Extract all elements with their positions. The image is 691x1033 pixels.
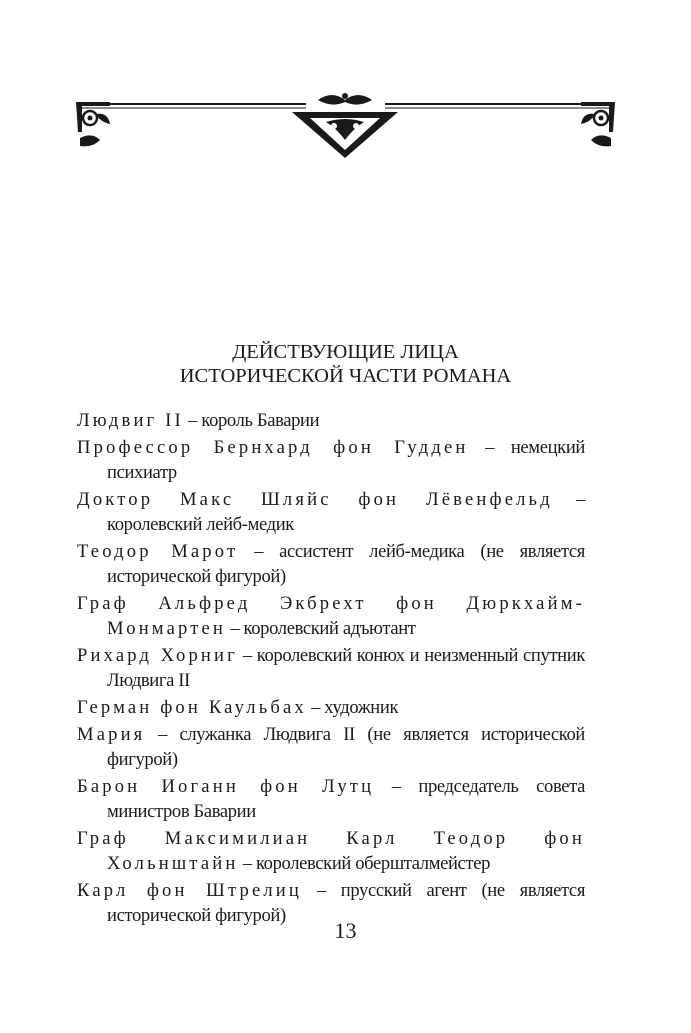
character-description: – королевский лейб-медик xyxy=(107,489,585,535)
section-title xyxy=(0,340,691,388)
character-description: – председатель совета министров Баварии xyxy=(107,776,585,822)
character-description: – королевский конюх и неизменный спутник Людвига II xyxy=(107,645,586,691)
character-name: Теодор Марот xyxy=(77,541,239,562)
character-name: Людвиг II xyxy=(77,410,184,431)
character-entry xyxy=(77,408,585,433)
character-entry xyxy=(77,722,585,772)
character-entry xyxy=(77,487,585,537)
character-name: Профессор Бернхард фон Гудден xyxy=(77,437,469,458)
character-description: – король Баварии xyxy=(183,410,320,431)
title-line-2: ИСТОРИЧЕСКОЙ ЧАСТИ РОМАНА xyxy=(179,365,512,387)
page-number: 13 xyxy=(334,918,357,943)
character-name: Мария xyxy=(77,724,146,745)
character-entry xyxy=(77,539,585,589)
right-corner-flourish xyxy=(581,102,615,146)
left-corner-flourish xyxy=(76,102,110,146)
character-description: – художник xyxy=(306,697,399,718)
character-entry xyxy=(77,591,585,641)
title-line-1: ДЕЙСТВУЮЩИЕ ЛИЦА xyxy=(232,341,459,363)
character-description: – прусский агент (не является исторической фигурой) xyxy=(107,880,585,926)
center-motif xyxy=(292,93,398,158)
character-list xyxy=(77,408,585,930)
character-name: Рихард Хорниг xyxy=(77,645,238,666)
character-name: Карл фон Штрелиц xyxy=(77,880,303,901)
character-description: – королевский адъютант xyxy=(226,618,416,639)
character-entry xyxy=(77,435,585,485)
character-entry xyxy=(77,826,585,876)
character-name: Граф Максимилиан Карл Теодор фон Хольнштайн xyxy=(77,828,585,874)
character-description: – служанка Людвига II (не является исторической фигурой) xyxy=(107,724,585,770)
character-description: – ассистент лейб-медика (не является исторической фигурой) xyxy=(107,541,585,587)
character-name: Граф Альфред Экбрехт фон Дюркхайм-Монмартен xyxy=(77,593,585,639)
character-name: Доктор Макс Шляйс фон Лёвенфельд xyxy=(77,489,553,510)
character-description: – королевский обершталмейстер xyxy=(238,853,490,874)
character-entry xyxy=(77,774,585,824)
character-entry xyxy=(77,643,585,693)
character-name: Барон Иоганн фон Лутц xyxy=(77,776,375,797)
character-entry xyxy=(77,695,585,720)
character-name: Герман фон Каульбах xyxy=(77,697,307,718)
decorative-header-ornament xyxy=(70,88,621,160)
character-description: – немецкий психиатр xyxy=(107,437,585,483)
